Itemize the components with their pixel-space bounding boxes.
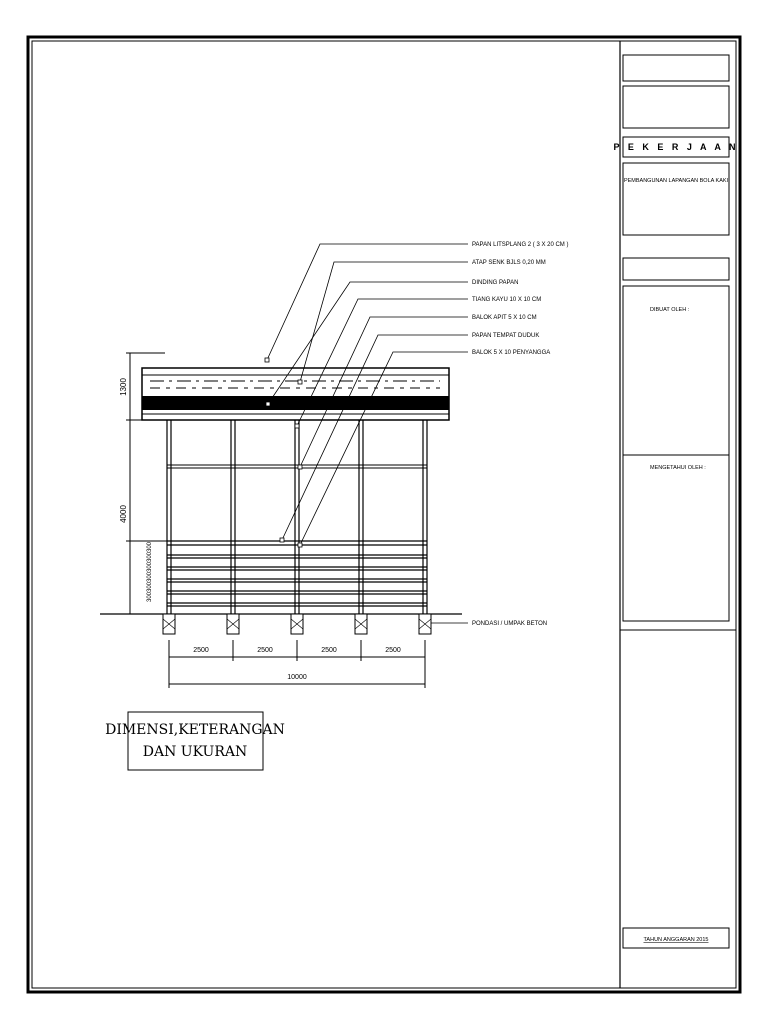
roof-fascia [142,368,449,420]
dim-bay-3: 2500 [321,647,337,654]
dim-bay-2: 2500 [257,647,273,654]
mengetahui-oleh: MENGETAHUI OLEH : [650,465,706,471]
label-pondasi: PONDASI / UMPAK BETON [472,621,548,627]
blank-box [623,258,729,280]
dim-total: 10000 [287,674,307,681]
project-name: PEMBANGUNAN LAPANGAN BOLA KAKI [623,178,729,184]
label-balok-apit: BALOK APIT 5 X 10 CM [472,315,537,321]
label-atap-seng: ATAP SENK BJLS 0,20 MM [472,260,546,266]
elevation-drawing [100,242,568,688]
label-papan-litsplang: PAPAN LITSPLANG 2 ( 3 X 20 CM ) [472,242,569,248]
project-box [623,163,729,235]
label-tiang-kayu: TIANG KAYU 10 X 10 CM [472,297,542,303]
timber-posts [167,420,427,614]
leader-lines [267,244,468,623]
tahun-anggaran: TAHUN ANGGARAN 2015 [643,937,709,943]
roof-board-black [142,396,449,410]
pekerjaan-title: P E K E R J A A N [613,142,739,152]
caption-line-1: DIMENSI,KETERANGAN [105,722,285,738]
title-box-logo [623,86,729,128]
caption-box [105,712,285,770]
dibuat-oleh: DIBUAT OLEH : [650,307,690,313]
foundation-footings [163,614,431,634]
label-dinding-papan: DINDING PAPAN [472,280,519,286]
title-box-top [623,55,729,81]
title-block [613,41,738,988]
label-papan-tempat-duduk: PAPAN TEMPAT DUDUK [472,333,540,339]
signature-box [623,286,729,621]
dim-bench-row-4: 300 [147,561,153,572]
bench-boards [167,541,427,606]
dim-bench-row-1: 300 [147,591,153,602]
dim-bay-1: 2500 [193,647,209,654]
dim-wall-height: 4000 [119,505,128,523]
dim-bench-row-2: 300 [147,581,153,592]
dim-bench-row-3: 300 [147,571,153,582]
dim-bench-row-6: 300 [147,541,153,552]
caption-line-2: DAN UKURAN [142,744,248,760]
label-balok-penyangga: BALOK 5 X 10 PENYANGGA [472,350,551,356]
dim-bay-4: 2500 [385,647,401,654]
dim-roof-height: 1300 [119,378,128,396]
dim-bench-row-5: 300 [147,551,153,562]
